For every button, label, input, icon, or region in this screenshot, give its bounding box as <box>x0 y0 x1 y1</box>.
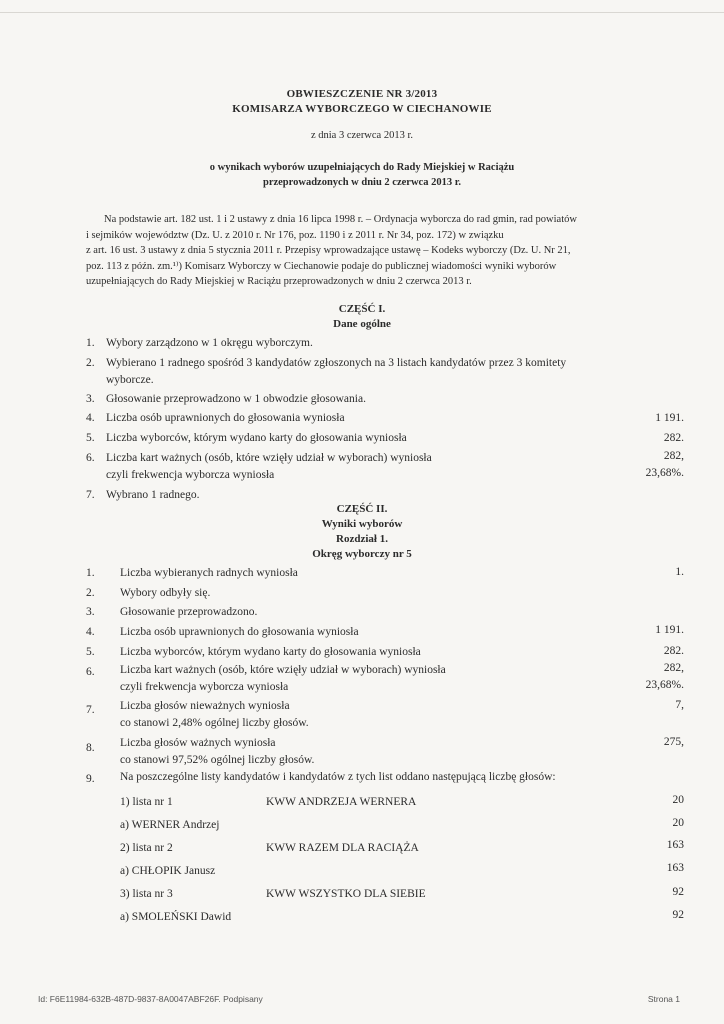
item-text: Liczba głosów ważnych wyniosła <box>120 737 276 749</box>
part2-title: CZĘŚĆ II. <box>336 503 388 515</box>
part1-subtitle: Dane ogólne <box>333 318 391 330</box>
list-votes: 92 <box>672 886 684 898</box>
item-text: Liczba wybieranych radnych wyniosła <box>120 567 298 579</box>
item-text-cont: wyborcze. <box>106 374 154 386</box>
item-number: 5. <box>86 432 95 444</box>
intro-line: Na podstawie art. 182 ust. 1 i 2 ustawy z dnia 16 lipca 1998 r. – Ordynacja wyborcza do rad gmin, rad powiatów <box>104 214 577 225</box>
scan-edge-line <box>0 12 724 13</box>
list-committee: KWW WSZYSTKO DLA SIEBIE <box>266 888 426 900</box>
item-text: Wybrano 1 radnego. <box>106 489 200 501</box>
title-line-2: KOMISARZA WYBORCZEGO W CIECHANOWIE <box>232 103 492 115</box>
part1-title: CZĘŚĆ I. <box>338 303 386 315</box>
item-text: Liczba głosów nieważnych wyniosła <box>120 700 290 712</box>
list-label: 3) lista nr 3 <box>120 888 173 900</box>
intro-line: uzupełniających do Rady Miejskiej w Raciążu przeprowadzonych w dniu 2 czerwca 2013 r. <box>86 276 472 287</box>
item-text-cont: czyli frekwencja wyborcza wyniosła <box>120 681 289 693</box>
document-id: Id: F6E11984-632B-487D-9837-8A0047ABF26F. Podpisany <box>38 994 263 1004</box>
item-number: 7. <box>86 704 95 716</box>
item-value: 1 191. <box>655 624 684 636</box>
item-number: 2. <box>86 357 95 369</box>
item-value: 1. <box>675 566 684 578</box>
item-number: 6. <box>86 452 95 464</box>
subject-line-1: o wynikach wyborów uzupełniających do Rady Miejskiej w Raciążu <box>209 162 515 173</box>
item-text: Wybory odbyły się. <box>120 587 211 599</box>
item-number: 3. <box>86 393 95 405</box>
list-committee: KWW RAZEM DLA RACIĄŻA <box>266 842 419 854</box>
item-number: 8. <box>86 742 95 754</box>
item-number: 6. <box>86 666 95 678</box>
candidate-votes: 20 <box>672 817 684 829</box>
item-text-cont: co stanowi 97,52% ogólnej liczby głosów. <box>120 754 315 766</box>
item-value: 282, <box>663 662 684 674</box>
item-value: 282. <box>663 432 684 444</box>
item-text-cont: czyli frekwencja wyborcza wyniosła <box>106 469 275 481</box>
item-text: Liczba kart ważnych (osób, które wzięły udział w wyborach) wyniosła <box>120 664 446 676</box>
item-text: Liczba osób uprawnionych do głosowania wyniosła <box>106 412 345 424</box>
candidate-votes: 163 <box>666 862 684 874</box>
item-value: 282, <box>663 450 684 462</box>
item-value: 7, <box>675 699 684 711</box>
intro-paragraph <box>86 212 686 290</box>
candidate-name: a) SMOLEŃSKI Dawid <box>120 911 232 923</box>
title-line-1: OBWIESZCZENIE NR 3/2013 <box>286 88 438 100</box>
list-committee: KWW ANDRZEJA WERNERA <box>266 796 417 808</box>
item-number: 5. <box>86 646 95 658</box>
candidate-name: a) CHŁOPIK Janusz <box>120 865 216 877</box>
item-text: Liczba kart ważnych (osób, które wzięły udział w wyborach) wyniosła <box>106 452 432 464</box>
item-text-cont: co stanowi 2,48% ogólnej liczby głosów. <box>120 717 309 729</box>
item-value: 282. <box>663 645 684 657</box>
item-number: 1. <box>86 337 95 349</box>
intro-line: z art. 16 ust. 3 ustawy z dnia 5 stycznia 2011 r. Przepisy wprowadzające ustawę – Kodeks wyborczy (Dz. U. Nr 21, <box>86 245 571 256</box>
list-votes: 163 <box>666 839 684 851</box>
item-value-2: 23,68%. <box>645 467 684 479</box>
item-number: 4. <box>86 626 95 638</box>
intro-line: poz. 113 z późn. zm.¹⁾) Komisarz Wyborczy w Ciechanowie podaje do publicznej wiadomości wyniki wyborów <box>86 260 557 272</box>
subject-line-2: przeprowadzonych w dniu 2 czerwca 2013 r. <box>262 177 462 188</box>
item-number: 7. <box>86 489 95 501</box>
item-number: 1. <box>86 567 95 579</box>
item-value-2: 23,68%. <box>645 679 684 691</box>
item-value: 275, <box>663 736 684 748</box>
candidate-name: a) WERNER Andrzej <box>120 819 220 831</box>
part2-district: Okręg wyborczy nr 5 <box>312 548 412 560</box>
list-votes: 20 <box>672 794 684 806</box>
list-label: 1) lista nr 1 <box>120 796 173 808</box>
intro-line: i sejmików województw (Dz. U. z 2010 r. Nr 176, poz. 1190 i z 2011 r. Nr 34, poz. 172) w związku <box>86 229 504 241</box>
page-number: Strona 1 <box>647 994 680 1004</box>
item-text: Wybory zarządzono w 1 okręgu wyborczym. <box>106 337 313 349</box>
candidate-votes: 92 <box>672 909 684 921</box>
item-text: Wybierano 1 radnego spośród 3 kandydatów zgłoszonych na 3 listach kandydatów przez 3 komitety <box>106 357 567 369</box>
item-number: 9. <box>86 773 95 785</box>
item-text: Liczba wyborców, którym wydano karty do głosowania wyniosła <box>106 432 407 444</box>
item-number: 2. <box>86 587 95 599</box>
list-label: 2) lista nr 2 <box>120 842 173 854</box>
document-date: z dnia 3 czerwca 2013 r. <box>310 130 414 141</box>
part2-subtitle: Wyniki wyborów <box>321 518 403 530</box>
item-text: Na poszczególne listy kandydatów i kandydatów z tych list oddano następującą liczbę głosów: <box>120 771 556 783</box>
item-text: Liczba osób uprawnionych do głosowania wyniosła <box>120 626 359 638</box>
part2-chapter: Rozdział 1. <box>336 533 388 545</box>
item-number: 4. <box>86 412 95 424</box>
item-text: Głosowanie przeprowadzono w 1 obwodzie głosowania. <box>106 393 366 405</box>
item-number: 3. <box>86 606 95 618</box>
item-text: Liczba wyborców, którym wydano karty do głosowania wyniosła <box>120 646 421 658</box>
item-text: Głosowanie przeprowadzono. <box>120 606 258 618</box>
item-value: 1 191. <box>655 412 684 424</box>
